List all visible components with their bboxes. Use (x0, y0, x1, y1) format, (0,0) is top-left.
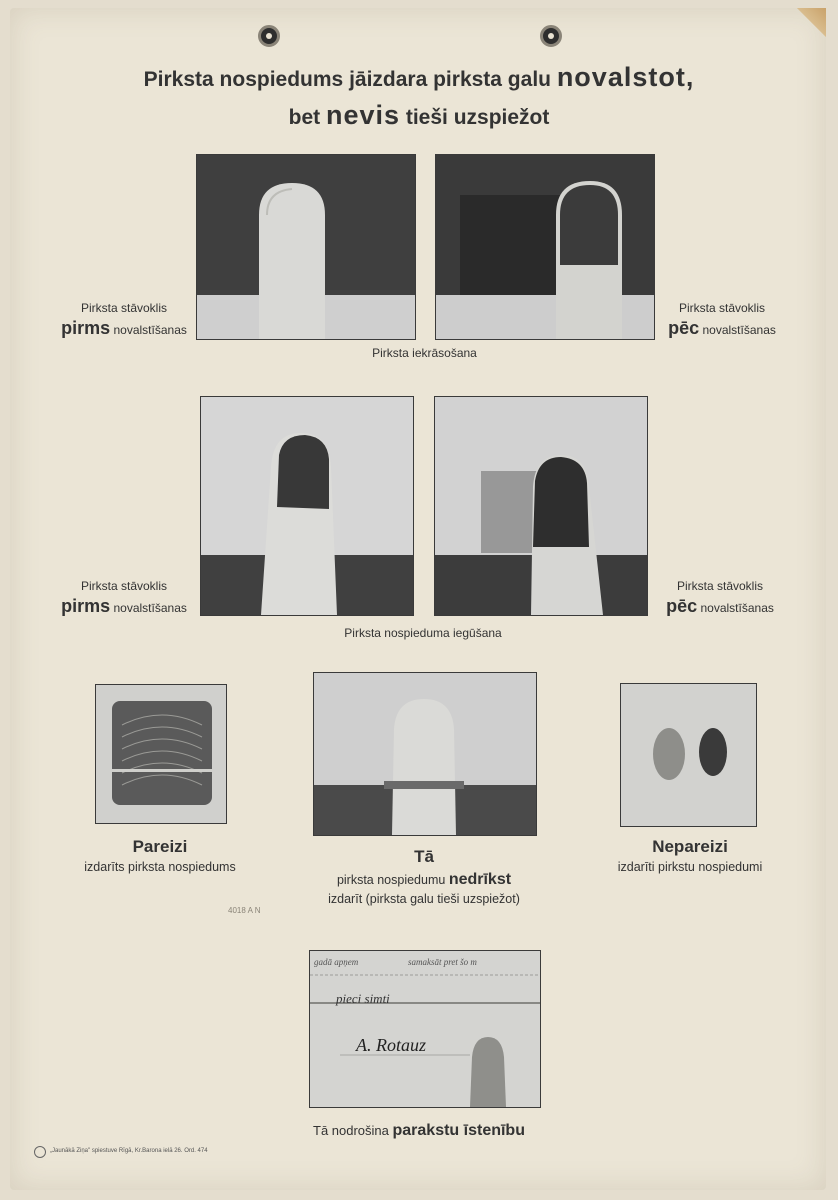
photo-incorrect-pressing (313, 672, 537, 836)
document-text-left: gadā apņem (314, 957, 359, 967)
document-signature: A. Rotauz (356, 1035, 426, 1055)
ink-mark: 4018 A N (228, 906, 261, 915)
row1-left-label: Pirksta stāvoklis pirms novalstīšanas (61, 301, 187, 339)
photo-signed-document (309, 950, 541, 1108)
title-line-2: bet nevis tieši uzspiežot (288, 100, 550, 130)
row2-right-label: Pirksta stāvoklis pēc novalstīšanas (666, 579, 774, 617)
title-line-1: Pirksta nospiedums jāizdara pirksta galu novalstot, (143, 62, 695, 92)
row2-left-label: Pirksta stāvoklis pirms novalstīšanas (61, 579, 187, 617)
document-amount: pieci simti (336, 991, 390, 1006)
punch-hole-right (540, 25, 562, 47)
photo-finger-before-inking (196, 154, 416, 340)
document-text-right: samaksāt pret šo m (408, 957, 477, 967)
row1-caption: Pirksta iekrāsošana (372, 346, 477, 360)
correct-print-caption: Pareizi izdarīts pirksta nospiedums (84, 837, 236, 874)
punch-hole-left (258, 25, 280, 47)
title-emphasis-nevis: nevis (325, 100, 401, 130)
photo-finger-before-printing (200, 396, 414, 616)
printer-imprint: „Jaunākā Ziņa" spiestuve Rīgā, Kr.Barona ielā 26. Ord. 474 (50, 1148, 208, 1154)
footer-caption: Tā nodrošina parakstu īstenību (313, 1122, 525, 1139)
row2-caption: Pirksta nospieduma iegūšana (344, 626, 502, 640)
incorrect-prints-caption: Nepareizi izdarīti pirkstu nospiedumi (617, 837, 763, 874)
photo-finger-after-printing (434, 396, 648, 616)
photo-correct-fingerprint (95, 684, 227, 824)
incorrect-press-caption: Tā pirksta nospiedumu nedrīkst izdarīt (pirksta galu tieši uzspiežot) (328, 847, 520, 906)
row1-right-label: Pirksta stāvoklis pēc novalstīšanas (668, 301, 776, 339)
printer-stamp-icon (34, 1146, 46, 1158)
photo-incorrect-fingerprints (620, 683, 757, 827)
worn-corner (796, 8, 826, 42)
title-emphasis-novalstot: novalstot, (556, 62, 695, 92)
photo-finger-after-inking (435, 154, 655, 340)
